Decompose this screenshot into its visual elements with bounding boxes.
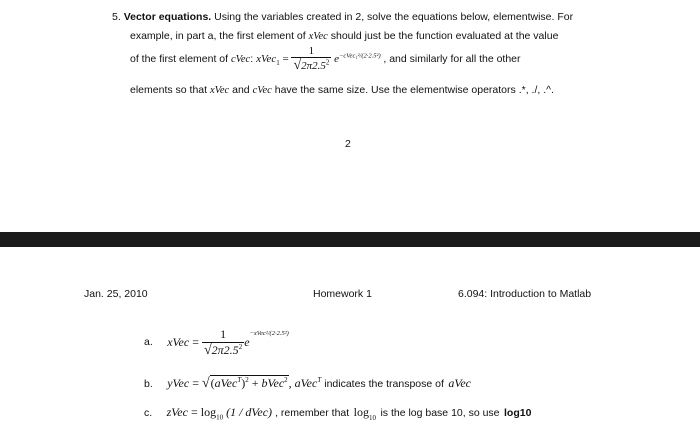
header-date: Jan. 25, 2010: [84, 288, 148, 300]
document-page-bottom: [0, 247, 700, 431]
item-b-lhs: yVec: [167, 376, 190, 390]
page-number: 2: [345, 138, 351, 150]
eq-fraction: [291, 45, 331, 74]
line3-end: , and similarly for all the other: [383, 53, 521, 66]
eq-e: e: [334, 53, 340, 66]
eq-sub: 1: [276, 59, 280, 68]
item-c: [144, 403, 531, 421]
line2-end: should just be the function evaluated at the value: [330, 30, 559, 42]
line4-end: have the same size. Use the elementwise operators .*, ./, .^.: [274, 84, 554, 96]
eq-den-exp: 2: [325, 58, 330, 67]
problem-5-line2: [130, 30, 558, 42]
item-c-log2-base: 10: [368, 414, 376, 423]
problem-5-line1: [112, 11, 573, 23]
eq-numerator: 1: [308, 45, 315, 57]
item-b-square: 2: [245, 376, 249, 384]
item-c-label: c.: [144, 407, 153, 419]
item-a-fraction: [202, 327, 244, 359]
item-a-lhs: xVec: [167, 334, 190, 349]
var-xvec: xVec: [308, 31, 328, 42]
item-b-note-transpose: T: [317, 376, 322, 384]
item-b-term2: bVec: [261, 376, 285, 390]
line1-rest: Using the variables created in 2, solve the equations below, elementwise. For: [214, 11, 574, 23]
item-b-comma: ,: [288, 376, 292, 390]
problem-5-line4: [130, 84, 554, 96]
eq-den-text: 2π2.5: [301, 60, 326, 72]
item-c-equals: =: [190, 405, 198, 419]
line4-and: and: [232, 84, 250, 96]
item-b-plus: +: [251, 376, 259, 390]
item-b-label: b.: [144, 378, 153, 390]
var-cvec: cVec: [230, 54, 251, 66]
line4-text: elements so that: [130, 84, 208, 96]
eq-equals: =: [282, 53, 289, 66]
eq-exponent: −cVec₁²/(2·2.5²): [339, 52, 381, 60]
item-b-equation: yVec = √(aVec$^T$)$^2$ + bVec$^2$, aVec$^T$: [167, 376, 322, 391]
item-c-equation: [166, 405, 275, 422]
item-a: [144, 327, 289, 359]
item-a-e: e: [244, 334, 250, 349]
line3-text: of the first element of: [130, 53, 229, 66]
header-course: 6.094: Introduction to Matlab: [458, 288, 592, 300]
item-a-den-text: 2π2.5: [211, 343, 239, 357]
item-b-equals: =: [192, 376, 199, 390]
header-title: Homework 1: [313, 288, 372, 300]
eq-denominator: $√2\pi 2.5^2$: [293, 58, 330, 73]
var-cvec-2: cVec: [252, 85, 272, 96]
item-a-equals: =: [192, 334, 199, 349]
item-a-label: a.: [144, 335, 153, 348]
problem-5-line3: [130, 45, 521, 74]
problem-number: 5.: [112, 11, 121, 23]
item-c-lhs: zVec: [166, 405, 188, 419]
item-c-func: log10: [503, 407, 532, 419]
item-b: [144, 374, 471, 392]
item-c-text2: is the log base 10, so use: [380, 407, 500, 419]
item-b-transpose: T: [237, 376, 242, 384]
item-a-den-exp: 2: [238, 343, 243, 351]
line2-text: example, in part a, the first element of: [130, 30, 306, 42]
var-xvec-2: xVec: [209, 85, 230, 96]
item-b-square-2: 2: [284, 376, 288, 384]
item-b-term1: aVec: [214, 376, 238, 390]
problem-title: Vector equations.: [123, 11, 212, 23]
item-b-note-var: aVec: [294, 376, 318, 390]
item-b-note-text: indicates the transpose of: [324, 378, 444, 390]
eq-lhs: xVec: [256, 53, 277, 66]
item-c-text1: , remember that: [275, 407, 350, 419]
item-b-note-var2: aVec: [448, 376, 472, 390]
item-a-numerator: 1: [220, 327, 227, 341]
item-c-log2: log: [353, 405, 369, 419]
item-c-argument: (1 / dVec): [226, 405, 273, 419]
item-c-log-base: 10: [216, 413, 224, 422]
item-b-radicand: (aVec$^T$)$^2$ + bVec$^2$: [210, 376, 288, 390]
item-a-denominator: $√2\pi 2.5^2$: [203, 343, 243, 358]
item-a-exponent: −xVec²/(2·2.5²): [249, 329, 289, 337]
colon: :: [250, 53, 254, 66]
item-c-log: log: [200, 405, 217, 419]
